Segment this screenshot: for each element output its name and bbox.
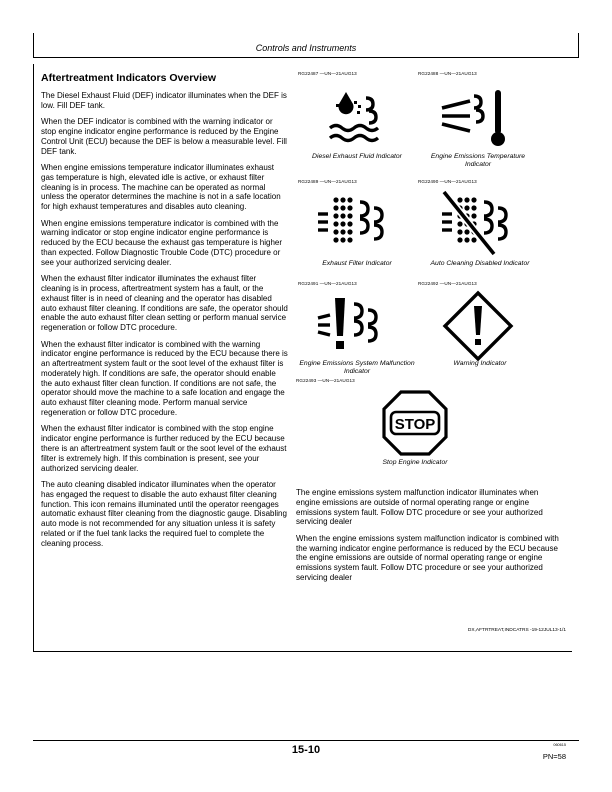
figure-code: RG22490 —UN—21AUG13 (418, 179, 477, 184)
footer-rule (33, 740, 579, 741)
figure-code: RG22489 —UN—21AUG13 (298, 179, 357, 184)
figure-code: RG22487 —UN—21AUG13 (298, 71, 357, 76)
emissions-malfunction-icon (316, 296, 392, 354)
paragraph: When engine emissions temperature indicator is combined with the warning indicator or stop engine indicator engine performance is reduced by the ECU because the exhaust gas temperature is higher than expected. Follow Diagnostic Trouble Code (DTC) procedure or see your authorized servicing dealer. (41, 218, 283, 267)
overview-section (41, 72, 288, 555)
paragraph: When the exhaust filter indicator is combined with the warning indicator engine performance is reduced by the ECU because there is an aftertreatment system fault or the soot level of the exhaust filter is moderately high. If conditions are safe, the operator should enable the auto exhaust filter clean function. If conditions are not safe, the operator should move the machine to a safe location and engage the auto exhaust filter cleaning mode. Perform manual service regeneration or follow DTC procedure. (41, 339, 288, 418)
figure-code: RG22492 —UN—21AUG13 (418, 281, 477, 286)
paragraph: The engine emissions system malfunction indicator illuminates when engine emissions are outside of normal operating range or engine emissions system fault. Follow DTC procedure or see your authorized servicing dealer (296, 488, 543, 527)
footer-small-code: 060615 (553, 743, 566, 747)
paragraph: The Diesel Exhaust Fluid (DEF) indicator illuminates when the DEF is low. Fill DEF tank. (41, 91, 287, 110)
header-bottom-rule (33, 57, 579, 58)
exhaust-filter-icon (316, 194, 392, 252)
figure-caption: Engine Emissions System Malfunction Indicator (299, 360, 415, 375)
content-bottom-rule (33, 651, 572, 652)
document-code: DX,AFTRTREAT,INDCATRS -19-12JUL13-1/1 (467, 628, 566, 633)
content-left-rule (33, 64, 34, 651)
figure-caption: Exhaust Filter Indicator (322, 260, 392, 267)
figure-code: RG22488 —UN—21AUG13 (418, 71, 477, 76)
warning-icon (442, 290, 514, 362)
figure-caption: Warning Indicator (453, 360, 507, 367)
page-number: 15-10 (291, 744, 321, 756)
figure-caption: Stop Engine Indicator (382, 459, 448, 466)
section-title: Aftertreatment Indicators Overview (41, 72, 217, 84)
stop-sign-text: STOP (394, 416, 436, 433)
paragraph: When the DEF indicator is combined with the warning indicator or stop engine indicator engine performance is reduced by the Engine Control Unit (ECU) because the DEF is below a measurable level. Fill DEF tank. (41, 117, 287, 156)
paragraph: When the exhaust filter indicator is combined with the stop engine indicator engine performance is further reduced by the ECU because there is an aftertreatment system fault or the soot level of the exhaust filter is extremely high. If this combination is present, see your authorized servicing dealer. (41, 424, 287, 473)
figure-caption: Diesel Exhaust Fluid Indicator (312, 153, 402, 160)
right-column-text (296, 488, 564, 589)
paragraph: When the exhaust filter indicator illuminates the exhaust filter cleaning is in process, aftertreatment system has a fault, or the exhaust filter is in need of cleaning and the operator has disabled auto exhaust filter cleaning. If conditions are safe, the operator should enable the auto exhaust filter clean setting or perform manual service regeneration or follow DTC procedure. (41, 274, 288, 333)
page-header-title: Controls and Instruments (255, 43, 357, 53)
figure-caption: Auto Cleaning Disabled Indicator (430, 260, 530, 267)
paragraph: When the engine emissions system malfunction indicator is combined with the warning indicator engine performance is reduced by the ECU because the engine emissions are outside of normal operating range or engine emissions system fault. Follow DTC procedure or see your authorized servicing dealer (296, 533, 559, 582)
auto-cleaning-disabled-icon (440, 190, 516, 256)
def-icon (328, 88, 388, 146)
stop-engine-icon (382, 390, 448, 456)
paragraph: The auto cleaning disabled indicator illuminates when the operator has engaged the request to disable the auto exhaust filter cleaning function. This icon remains illuminated until the operator reengages automatic exhaust filter cleaning from the diagnostic gauge. Disabling auto mode is not recommended for any situation unless it is safety related or if the fuel tank lacks the required fuel to complete the cleaning process. (41, 480, 287, 548)
emissions-temperature-icon (440, 88, 514, 150)
figure-code: RG22493 —UN—21AUG13 (296, 378, 355, 383)
figure-code: RG22491 —UN—21AUG13 (298, 281, 357, 286)
paragraph: When engine emissions temperature indicator illuminates exhaust gas temperature is high, elevated idle is active, or exhaust filter cleaning is in process. The machine can be operated as normal unless the operator determines the machine is not in a safe location for high exhaust temperatures and disables auto cleaning. (41, 162, 281, 212)
figure-caption: Engine Emissions Temperature Indicator (430, 153, 526, 168)
pn-label: PN=58 (542, 752, 566, 761)
